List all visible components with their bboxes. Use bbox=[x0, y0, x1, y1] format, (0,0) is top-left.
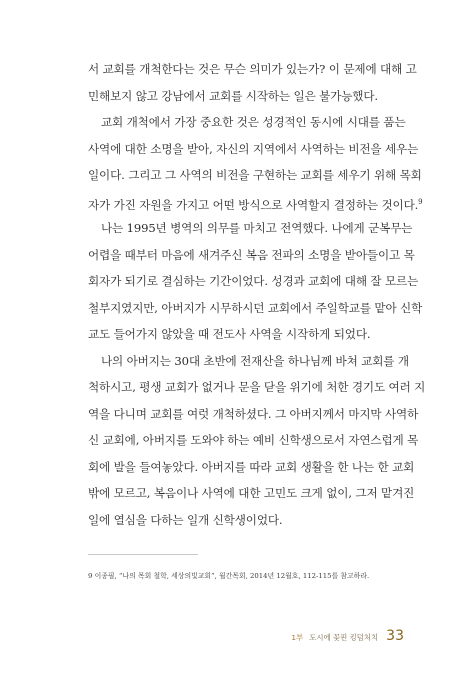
body-text bbox=[88, 56, 426, 533]
text-line: 철부지였지만, 아버지가 시무하시던 교회에서 주일학교를 맡아 신학 bbox=[88, 300, 423, 315]
text-line: 어렵을 때부터 마음에 새겨주신 복음 전파의 소명을 받아들이고 목 bbox=[88, 247, 415, 262]
text-line: 나는 1995년 병역의 의무를 마치고 전역했다. 나에게 군복무는 bbox=[101, 221, 413, 235]
text-line: 밖에 모르고, 복음이나 사역에 대한 고민도 크게 없이, 그저 맡겨진 bbox=[88, 486, 415, 500]
text-line: 일에 열심을 다하는 일개 신학생이었다. bbox=[88, 512, 283, 527]
text-line: 일이다. 그리고 그 사역의 비전을 구현하는 교회를 세우기 위해 목회 bbox=[88, 168, 422, 182]
page-number: 33 bbox=[386, 628, 404, 644]
text-line: 교도 들어가지 않았을 때 전도사 사역을 시작하게 되었다. bbox=[88, 327, 371, 341]
text-line: 교회 개척에서 가장 중요한 것은 성경적인 동시에 시대를 품는 bbox=[101, 115, 406, 129]
footer-book-title: 도시에 꽃핀 킹덤처치 bbox=[309, 633, 379, 642]
footnote-reference[interactable]: 9 bbox=[418, 197, 423, 206]
footnote: 9 이종필, “나의 목회 철학, 세상의빛교회”, 월간목회, 2014년 12월호, 112-115를 참고하라. bbox=[88, 572, 370, 580]
text-line: 신 교회에, 아버지를 도와야 하는 예비 신학생으로서 자연스럽게 목 bbox=[88, 433, 419, 447]
text-line: 역을 다니며 교회를 여럿 개척하셨다. 그 아버지께서 마지막 사역하 bbox=[88, 406, 419, 421]
text-line: 나의 아버지는 30대 초반에 전재산을 하나님께 바쳐 교회를 개 bbox=[101, 353, 409, 368]
text-line: 회에 발을 들여놓았다. 아버지를 따라 교회 생활을 한 나는 한 교회 bbox=[88, 459, 415, 474]
footer-part-label: 1부 bbox=[291, 633, 304, 642]
text-line: 회자가 되기로 결심하는 기간이었다. 성경과 교회에 대해 잘 모르는 bbox=[88, 274, 419, 288]
page-footer bbox=[291, 628, 404, 644]
text-line: 척하시고, 평생 교회가 없거나 문을 닫을 위기에 처한 경기도 여러 지 bbox=[88, 380, 426, 394]
footnote-divider bbox=[88, 554, 198, 555]
text-line-with-footnote bbox=[88, 189, 423, 216]
text-line: 민해보지 않고 강남에서 교회를 시작하는 일은 불가능했다. bbox=[88, 88, 378, 103]
text-line: 서 교회를 개척한다는 것은 무슨 의미가 있는가? 이 문제에 대해 고 bbox=[88, 62, 417, 76]
text-line: 사역에 대한 소명을 받아, 자신의 지역에서 사역하는 비전을 세우는 bbox=[88, 141, 419, 156]
text-line-content: 자가 가진 자원을 가지고 어떤 방식으로 사역할지 결정하는 것이다. bbox=[88, 197, 419, 212]
